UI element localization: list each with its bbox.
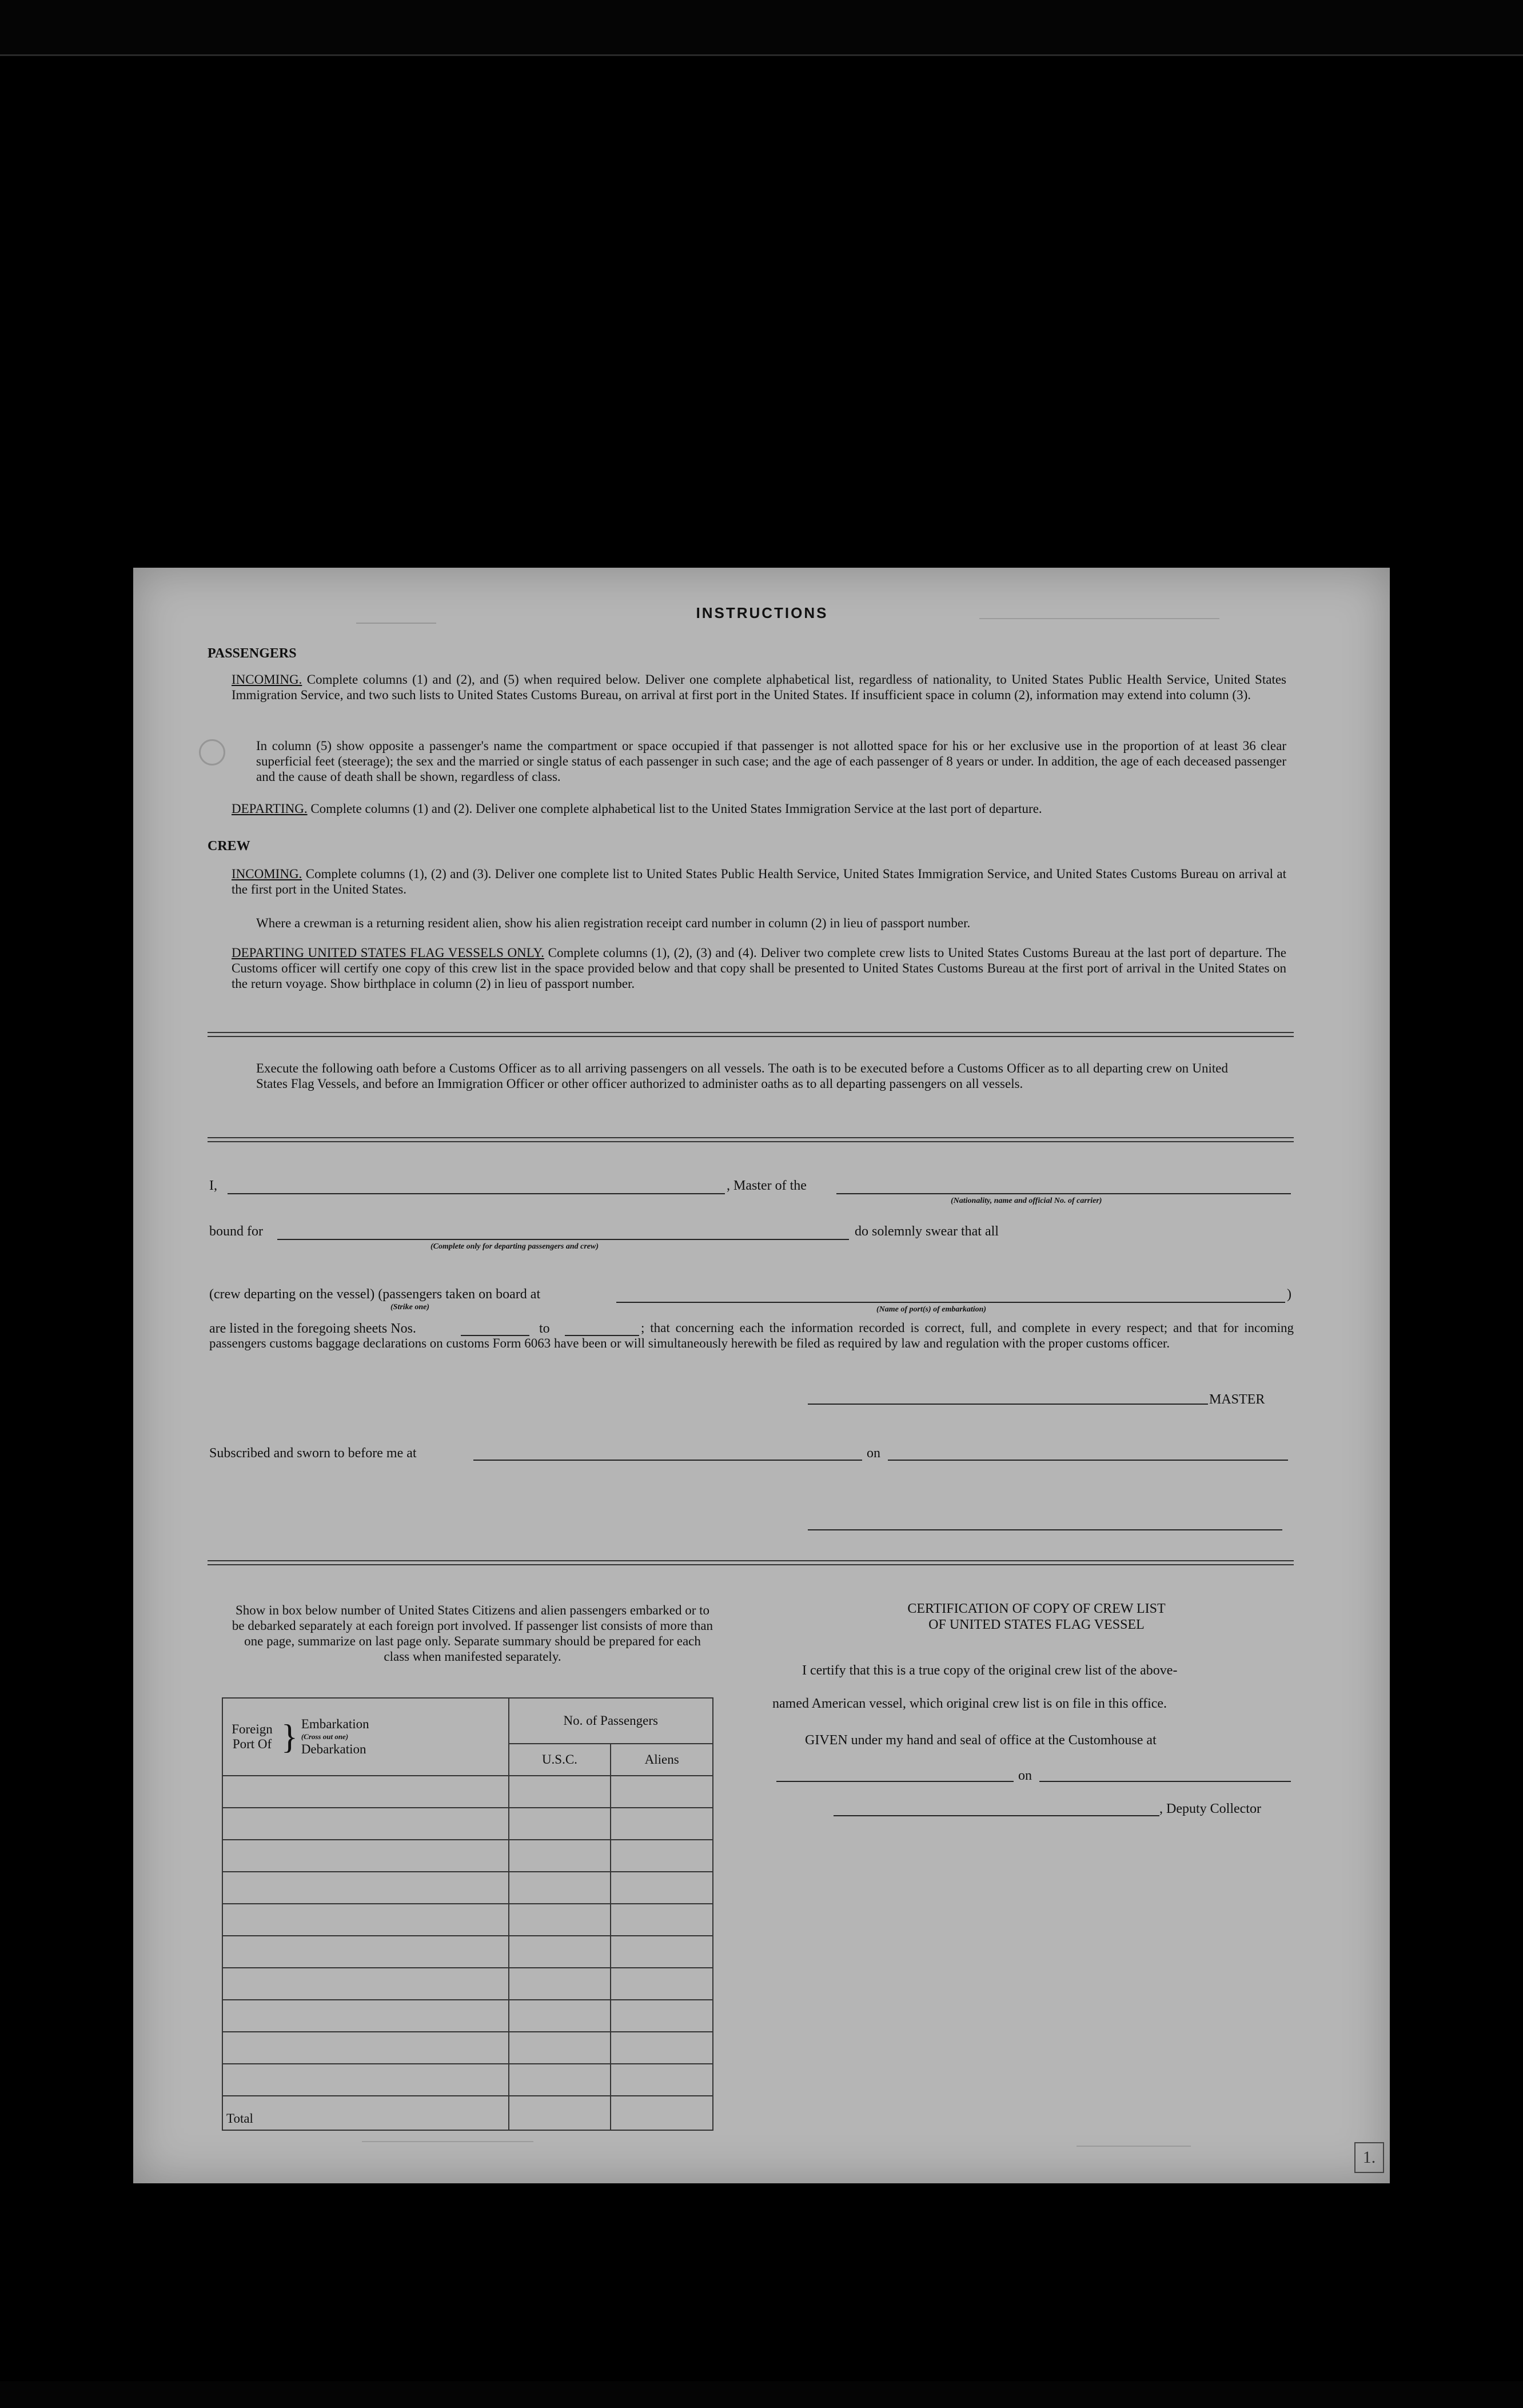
strike-one-caption: (Strike one) <box>390 1303 430 1311</box>
deputy-collector-label: , Deputy Collector <box>1159 1801 1261 1816</box>
oath-instruction: Execute the following oath before a Customs Officer as to all arriving passengers on all vessels. The oath is to be executed before a Customs Officer as to all departing crew on United States Flag Vessels, and before an Immigration Officer or other officer authorized to administer oaths as to all departing passengers on all vessels. <box>256 1061 1228 1091</box>
passengers-heading: PASSENGERS <box>208 646 297 661</box>
scan-divider <box>0 54 1523 56</box>
table-row-6-port[interactable] <box>222 1936 509 1968</box>
table-row-3-usc[interactable] <box>509 1840 611 1872</box>
table-row-5-port[interactable] <box>222 1904 509 1936</box>
certification-date-field[interactable] <box>1039 1781 1291 1782</box>
total-aliens-cell[interactable] <box>611 2096 713 2130</box>
table-row-3-port[interactable] <box>222 1840 509 1872</box>
swear-text: do solemnly swear that all <box>855 1224 999 1239</box>
table-row-7-port[interactable] <box>222 1968 509 2000</box>
total-label: Total <box>226 2111 253 2126</box>
embarkation-ports-field[interactable] <box>616 1302 1285 1303</box>
bleed-through-bottom-left <box>362 2141 533 2159</box>
carrier-caption: (Nationality, name and official No. of carrier) <box>951 1197 1102 1205</box>
table-row-2-usc[interactable] <box>509 1808 611 1840</box>
section-divider-2 <box>208 1137 1294 1142</box>
total-row-label-cell <box>222 2096 509 2130</box>
table-row-5-aliens[interactable] <box>611 1904 713 1936</box>
table-row-4-aliens[interactable] <box>611 1872 713 1904</box>
sworn-on-label: on <box>867 1446 880 1461</box>
table-row-5-usc[interactable] <box>509 1904 611 1936</box>
sheet-to-label: to <box>539 1321 550 1336</box>
crew-departing-text: Complete columns (1), (2), (3) and (4). Deliver two complete crew lists to United States Customs Bureau at the last port of departure. The Customs officer will certify one copy of this crew list in the space provided below and that copy shall be presented to United States Customs Bureau at the first port of arrival in the United States on the return voyage. Show birthplace in column (2) in lieu of passport number. <box>232 946 1287 991</box>
scan-top-border <box>0 0 1523 54</box>
certification-on-label: on <box>1018 1768 1032 1783</box>
no-of-passengers-header: No. of Passengers <box>509 1698 713 1744</box>
table-row-7-usc[interactable] <box>509 1968 611 2000</box>
table-row-2-port[interactable] <box>222 1808 509 1840</box>
officer-signature-field[interactable] <box>808 1529 1282 1530</box>
aliens-header: Aliens <box>611 1744 713 1776</box>
table-row-9-usc[interactable] <box>509 2032 611 2064</box>
bound-for-label: bound for <box>209 1224 263 1239</box>
table-row-1-usc[interactable] <box>509 1776 611 1808</box>
customhouse-field[interactable] <box>776 1781 1014 1782</box>
table-row-7-aliens[interactable] <box>611 1968 713 2000</box>
cross-out-caption: (Cross out one) <box>301 1732 349 1741</box>
passengers-column5-paragraph: In column (5) show opposite a passenger's name the compartment or space occupied if that passenger is not allotted space for his or her exclusive use in the proportion of at least 36 clear superficial feet (steerage); the sex and the married or single status of each passenger in such case; and the age of each passenger of 8 years or under. In addition, the age of each deceased passenger and the cause of death shall be shown, regardless of class. <box>256 739 1286 784</box>
close-paren: ) <box>1287 1287 1291 1302</box>
passengers-incoming-label: INCOMING. <box>232 672 302 687</box>
sworn-at-field[interactable] <box>473 1460 862 1461</box>
crew-incoming-paragraph <box>232 866 1286 897</box>
page-title: INSTRUCTIONS <box>696 604 828 621</box>
certification-heading-2: OF UNITED STATES FLAG VESSEL <box>928 1617 1145 1632</box>
port-header-cell <box>222 1698 509 1776</box>
crew-departing-paragraph <box>232 945 1286 991</box>
table-row-2-aliens[interactable] <box>611 1808 713 1840</box>
crew-departing-text-line: (crew departing on the vessel) (passengers taken on board at <box>209 1287 541 1302</box>
bleed-through-left <box>199 739 225 766</box>
crew-departing-label: DEPARTING UNITED STATES FLAG VESSELS ONLY. <box>232 946 544 960</box>
passengers-incoming-text: Complete columns (1) and (2), and (5) when required below. Deliver one complete alphabetical list, regardless of nationality, to United States Public Health Service, United States Immigration Service, and two such lists to United States Customs Bureau, on arrival at first port in the United States. If insufficient space in column (2), information may extend into column (3). <box>232 672 1286 702</box>
oath-i-label: I, <box>209 1178 217 1193</box>
table-row-10-aliens[interactable] <box>611 2064 713 2096</box>
carrier-field[interactable] <box>836 1193 1291 1194</box>
table-row-1-port[interactable] <box>222 1776 509 1808</box>
table-row-8-usc[interactable] <box>509 2000 611 2032</box>
certification-heading-1: CERTIFICATION OF COPY OF CREW LIST <box>907 1601 1166 1616</box>
master-name-field[interactable] <box>228 1193 725 1194</box>
ports-caption: (Name of port(s) of embarkation) <box>876 1305 987 1314</box>
sworn-on-field[interactable] <box>888 1460 1288 1461</box>
crew-resident-paragraph: Where a crewman is a returning resident alien, show his alien registration receipt card number in column (2) in lieu of passport number. <box>256 916 971 930</box>
usc-header: U.S.C. <box>509 1744 611 1776</box>
oath-certification-text <box>209 1320 1294 1351</box>
table-row-10-usc[interactable] <box>509 2064 611 2096</box>
embarkation-label: Embarkation <box>301 1717 369 1731</box>
bleed-through-top-left <box>356 608 436 624</box>
page-number-stamp: 1. <box>1354 2142 1384 2173</box>
passengers-departing-label: DEPARTING. <box>232 802 308 816</box>
table-row-9-aliens[interactable] <box>611 2032 713 2064</box>
table-row-4-port[interactable] <box>222 1872 509 1904</box>
bleed-through-top-right <box>979 584 1219 619</box>
passengers-incoming-paragraph <box>232 672 1286 703</box>
oath-master-of-label: , Master of the <box>727 1178 807 1193</box>
section-divider-3 <box>208 1560 1294 1565</box>
sheet-from-label: are listed in the foregoing sheets Nos. <box>209 1321 416 1336</box>
master-label: MASTER <box>1209 1392 1265 1407</box>
certify-line-2: named American vessel, which original crew list is on file in this office. <box>772 1696 1167 1711</box>
crew-heading: CREW <box>208 839 250 854</box>
table-row-9-port[interactable] <box>222 2032 509 2064</box>
bound-for-caption: (Complete only for departing passengers and crew) <box>430 1242 599 1251</box>
table-row-6-usc[interactable] <box>509 1936 611 1968</box>
foreign-port-of-label: Foreign Port Of <box>232 1722 273 1751</box>
crew-incoming-text: Complete columns (1), (2) and (3). Deliver one complete list to United States Public Health Service, United States Immigration Service, and United States Customs Bureau on arrival at the first port in the United States. <box>232 867 1286 896</box>
table-row-8-port[interactable] <box>222 2000 509 2032</box>
section-divider-1 <box>208 1032 1294 1037</box>
crew-incoming-label: INCOMING. <box>232 867 302 881</box>
debarkation-label: Debarkation <box>301 1742 366 1756</box>
bleed-through-bottom-right <box>1077 2146 1191 2162</box>
bound-for-field[interactable] <box>277 1239 849 1240</box>
master-signature-field[interactable] <box>808 1404 1208 1405</box>
total-usc-cell[interactable] <box>509 2096 611 2130</box>
deputy-collector-signature-field[interactable] <box>834 1815 1159 1816</box>
table-row-8-aliens[interactable] <box>611 2000 713 2032</box>
passengers-departing-paragraph <box>232 801 1286 816</box>
scan-bottom-border <box>0 2381 1523 2408</box>
passenger-summary-table <box>222 1697 713 2131</box>
table-row-3-aliens[interactable] <box>611 1840 713 1872</box>
certify-line-1: I certify that this is a true copy of the original crew list of the above- <box>802 1663 1178 1678</box>
table-row-1-aliens[interactable] <box>611 1776 713 1808</box>
table-row-6-aliens[interactable] <box>611 1936 713 1968</box>
table-row-10-port[interactable] <box>222 2064 509 2096</box>
passengers-departing-text: Complete columns (1) and (2). Deliver one complete alphabetical list to the United States Immigration Service at the last port of departure. <box>310 802 1042 816</box>
port-brace: } <box>281 1718 298 1756</box>
form-page <box>133 568 1390 2183</box>
summary-instruction: Show in box below number of United States Citizens and alien passengers embarked or to be debarked separately at each foreign port involved. If passenger list consists of more than one page, summarize on last page only. Separate summary should be prepared for each class when manifested separately. <box>232 1603 713 1664</box>
oath-certification-body: ; that concerning each the information recorded is correct, full, and complete in every respect; and that for incoming passengers customs baggage declarations on customs Form 6063 have been or will simultaneously herewith be filed as required by law and regulation with the proper customs officer. <box>209 1321 1294 1350</box>
table-row-4-usc[interactable] <box>509 1872 611 1904</box>
subscribed-label: Subscribed and sworn to before me at <box>209 1446 417 1461</box>
given-line: GIVEN under my hand and seal of office at the Customhouse at <box>805 1733 1157 1748</box>
